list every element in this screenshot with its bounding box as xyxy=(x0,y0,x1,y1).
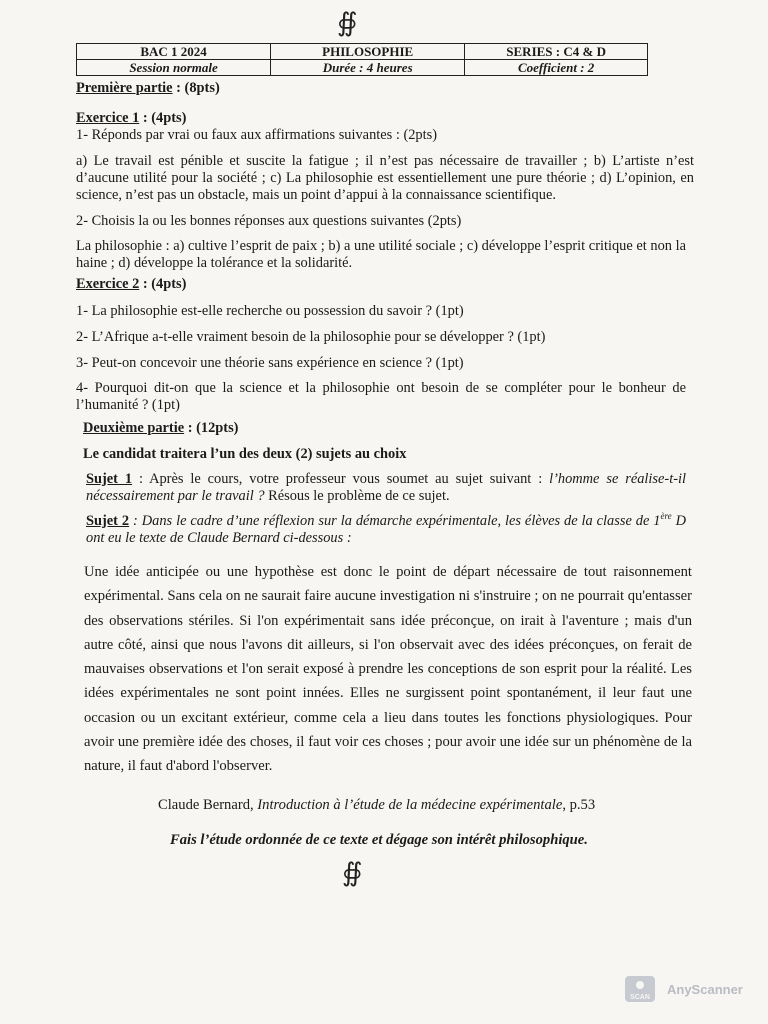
exercise2-question: 2- L’Afrique a-t-elle vraiment besoin de la philosophie pour se développer ? (1pt) xyxy=(76,329,546,345)
exercise1-question1: 1- Réponds par vrai ou faux aux affirmations suivantes : (2pts) xyxy=(76,127,438,143)
coefficient: Coefficient : 2 xyxy=(465,60,648,76)
sujet2: Sujet 2 : Dans le cadre d’une réflexion sur la démarche expérimentale, les élèves de la classe de 1ère D ont eu le texte de Claude Bernard ci-dessous : xyxy=(86,511,686,546)
exercise2-heading: Exercice 2 : (4pts) xyxy=(76,276,187,292)
task-instruction: Fais l’étude ordonnée de ce texte et dégage son intérêt philosophique. xyxy=(170,832,588,848)
part1-heading: Première partie : (8pts) xyxy=(76,80,220,96)
exercise1-statements: a) Le travail est pénible et suscite la fatigue ; il n’est pas nécessaire de travailler ; b) L’artiste n’est d’aucune utilité pour la société ; c) La philosophie est essentiellement une pure théorie ; d) L’opinion, en science, n’est pas un obstacle, mais un point d’appui à la connaissance scientifique. xyxy=(76,153,694,203)
ornament-symbol-bottom: ∯ xyxy=(342,858,363,887)
ornament-symbol-top: ∯ xyxy=(337,8,358,37)
sujet1-label: Sujet 1 xyxy=(86,471,133,487)
exercise2-question: 4- Pourquoi dit-on que la science et la philosophie ont besoin de se compléter pour le bonheur de l’humanité ? (1pt) xyxy=(76,380,686,413)
session: Session normale xyxy=(77,60,271,76)
exercise2-question: 3- Peut-on concevoir une théorie sans expérience en science ? (1pt) xyxy=(76,355,464,371)
citation-work: Introduction à l’étude de la médecine expérimentale xyxy=(257,797,563,813)
citation: Claude Bernard, Introduction à l’étude de la médecine expérimentale, p.53 xyxy=(158,797,596,813)
scanner-logo-text: SCAN xyxy=(630,994,650,1001)
claude-bernard-text: Une idée anticipée ou une hypothèse est donc le point de départ nécessaire de tout raisonnement expérimental. Sans cela on ne saurait faire aucune investigation ni s'instruire ; on ne pourrait qu'entasser des observations stériles. Si l'on expérimentait sans idée préconçue, on irait à l'aventure ; mais d'un autre côté, ainsi que nous l'avons dit ailleurs, si l'on observait avec des idées préconçues, on ferait de mauvaises observations et l'on serait exposé à prendre les conceptions de son esprit pour la réalité. Les idées expérimentales ne sont point innées. Elles ne surgissent point spontanément, il leur faut une occasion ou un excitant extérieur, comme cela a lieu dans toutes les fonctions physiologiques. Pour avoir une première idée des choses, il faut voir ces choses ; pour avoir une idée sur un phénomène de la nature, il faut d'abord l'observer. xyxy=(84,564,692,775)
series: SERIES : C4 & D xyxy=(465,44,648,60)
scanner-logo-icon xyxy=(624,975,656,1003)
part2-instruction: Le candidat traitera l’un des deux (2) sujets au choix xyxy=(83,446,407,462)
citation-author: Claude Bernard xyxy=(158,797,250,813)
exercise1-question2: 2- Choisis la ou les bonnes réponses aux questions suivantes (2pts) xyxy=(76,213,462,229)
sujet1: Sujet 1 : Après le cours, votre professeur vous soumet au sujet suivant : l’homme se réalise-t-il nécessairement par le travail ? Résous le problème de ce sujet. xyxy=(86,471,686,504)
sujet1-question: l’homme se réalise-t-il nécessairement par le travail ? xyxy=(86,471,686,504)
sujet2-label: Sujet 2 xyxy=(86,513,130,529)
subject-name: PHILOSOPHIE xyxy=(271,44,465,60)
watermark-brand: AnyScanner xyxy=(667,982,743,997)
duration: Durée : 4 heures xyxy=(271,60,465,76)
exam-title: BAC 1 2024 xyxy=(77,44,271,60)
exercise1-heading: Exercice 1 : (4pts) xyxy=(76,110,187,126)
exam-header-table xyxy=(76,43,648,76)
exercise1-options: La philosophie : a) cultive l’esprit de paix ; b) a une utilité sociale ; c) développe l’esprit critique et non la haine ; d) développe la tolérance et la solidarité. xyxy=(76,238,686,271)
exercise2-question: 1- La philosophie est-elle recherche ou possession du savoir ? (1pt) xyxy=(76,303,464,319)
part2-heading: Deuxième partie : (12pts) xyxy=(83,420,239,436)
